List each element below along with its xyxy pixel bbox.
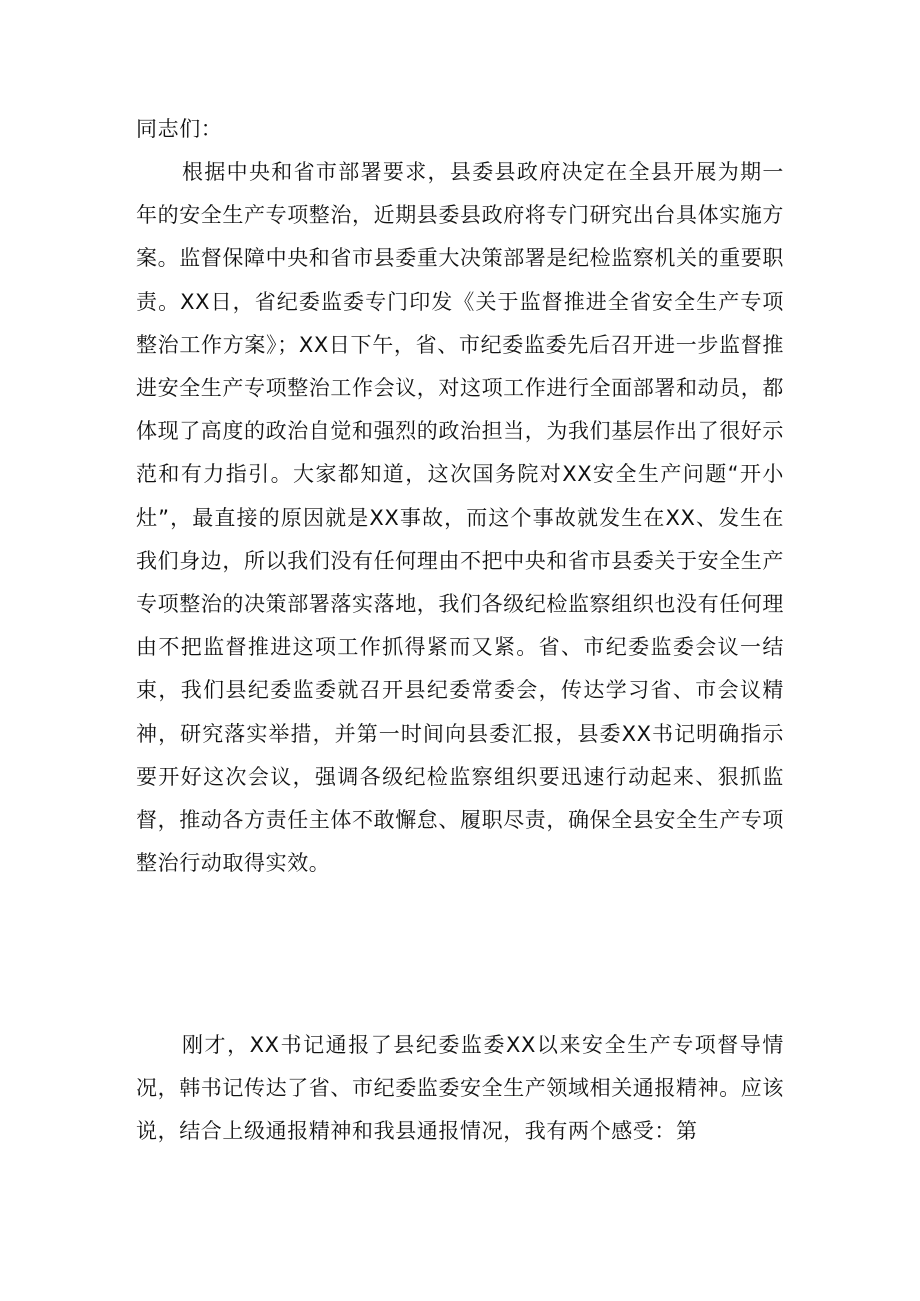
paragraph-1: 根据中央和省市部署要求，县委县政府决定在全县开展为期一年的安全生产专项整治，近期县委县政府将专门研究出台具体实施方案。监督保障中央和省市县委重大决策部署是纪检监察机关的重要职责。XX日，省纪委监委专门印发《关于监督推进全省安全生产专项整治工作方案》；XX日下午，省、市纪委监委先后召开进一步监督推进安全生产专项整治工作会议，对这项工作进行全面部署和动员，都体现了高度的政治自觉和强烈的政治担当，为我们基层作出了很好示范和有力指引。大家都知道，这次国务院对XX安全生产问题“开小灶”，最直接的原因就是XX事故，而这个事故就发生在XX、发生在我们身边，所以我们没有任何理由不把中央和省市县委关于安全生产专项整治的决策部署落实落地，我们各级纪检监察组织也没有任何理由不把监督推进这项工作抓得紧而又紧。省、市纪委监委会议一结束，我们县纪委监委就召开县纪委常委会，传达学习省、市会议精神，研究落实举措，并第一时间向县委汇报，县委XX书记明确指示要开好这次会议，强调各级纪检监察组织要迅速行动起来、狠抓监督，推动各方责任主体不敢懈怠、履职尽责，确保全县安全生产专项整治行动取得实效。 [136,160,784,876]
salutation: 同志们： [136,117,223,141]
paragraph-2: 刚才，XX书记通报了县纪委监委XX以来安全生产专项督导情况，韩书记传达了省、市纪委监委安全生产领域相关通报精神。应该说，结合上级通报精神和我县通报情况，我有两个感受：第 [136,1033,784,1144]
